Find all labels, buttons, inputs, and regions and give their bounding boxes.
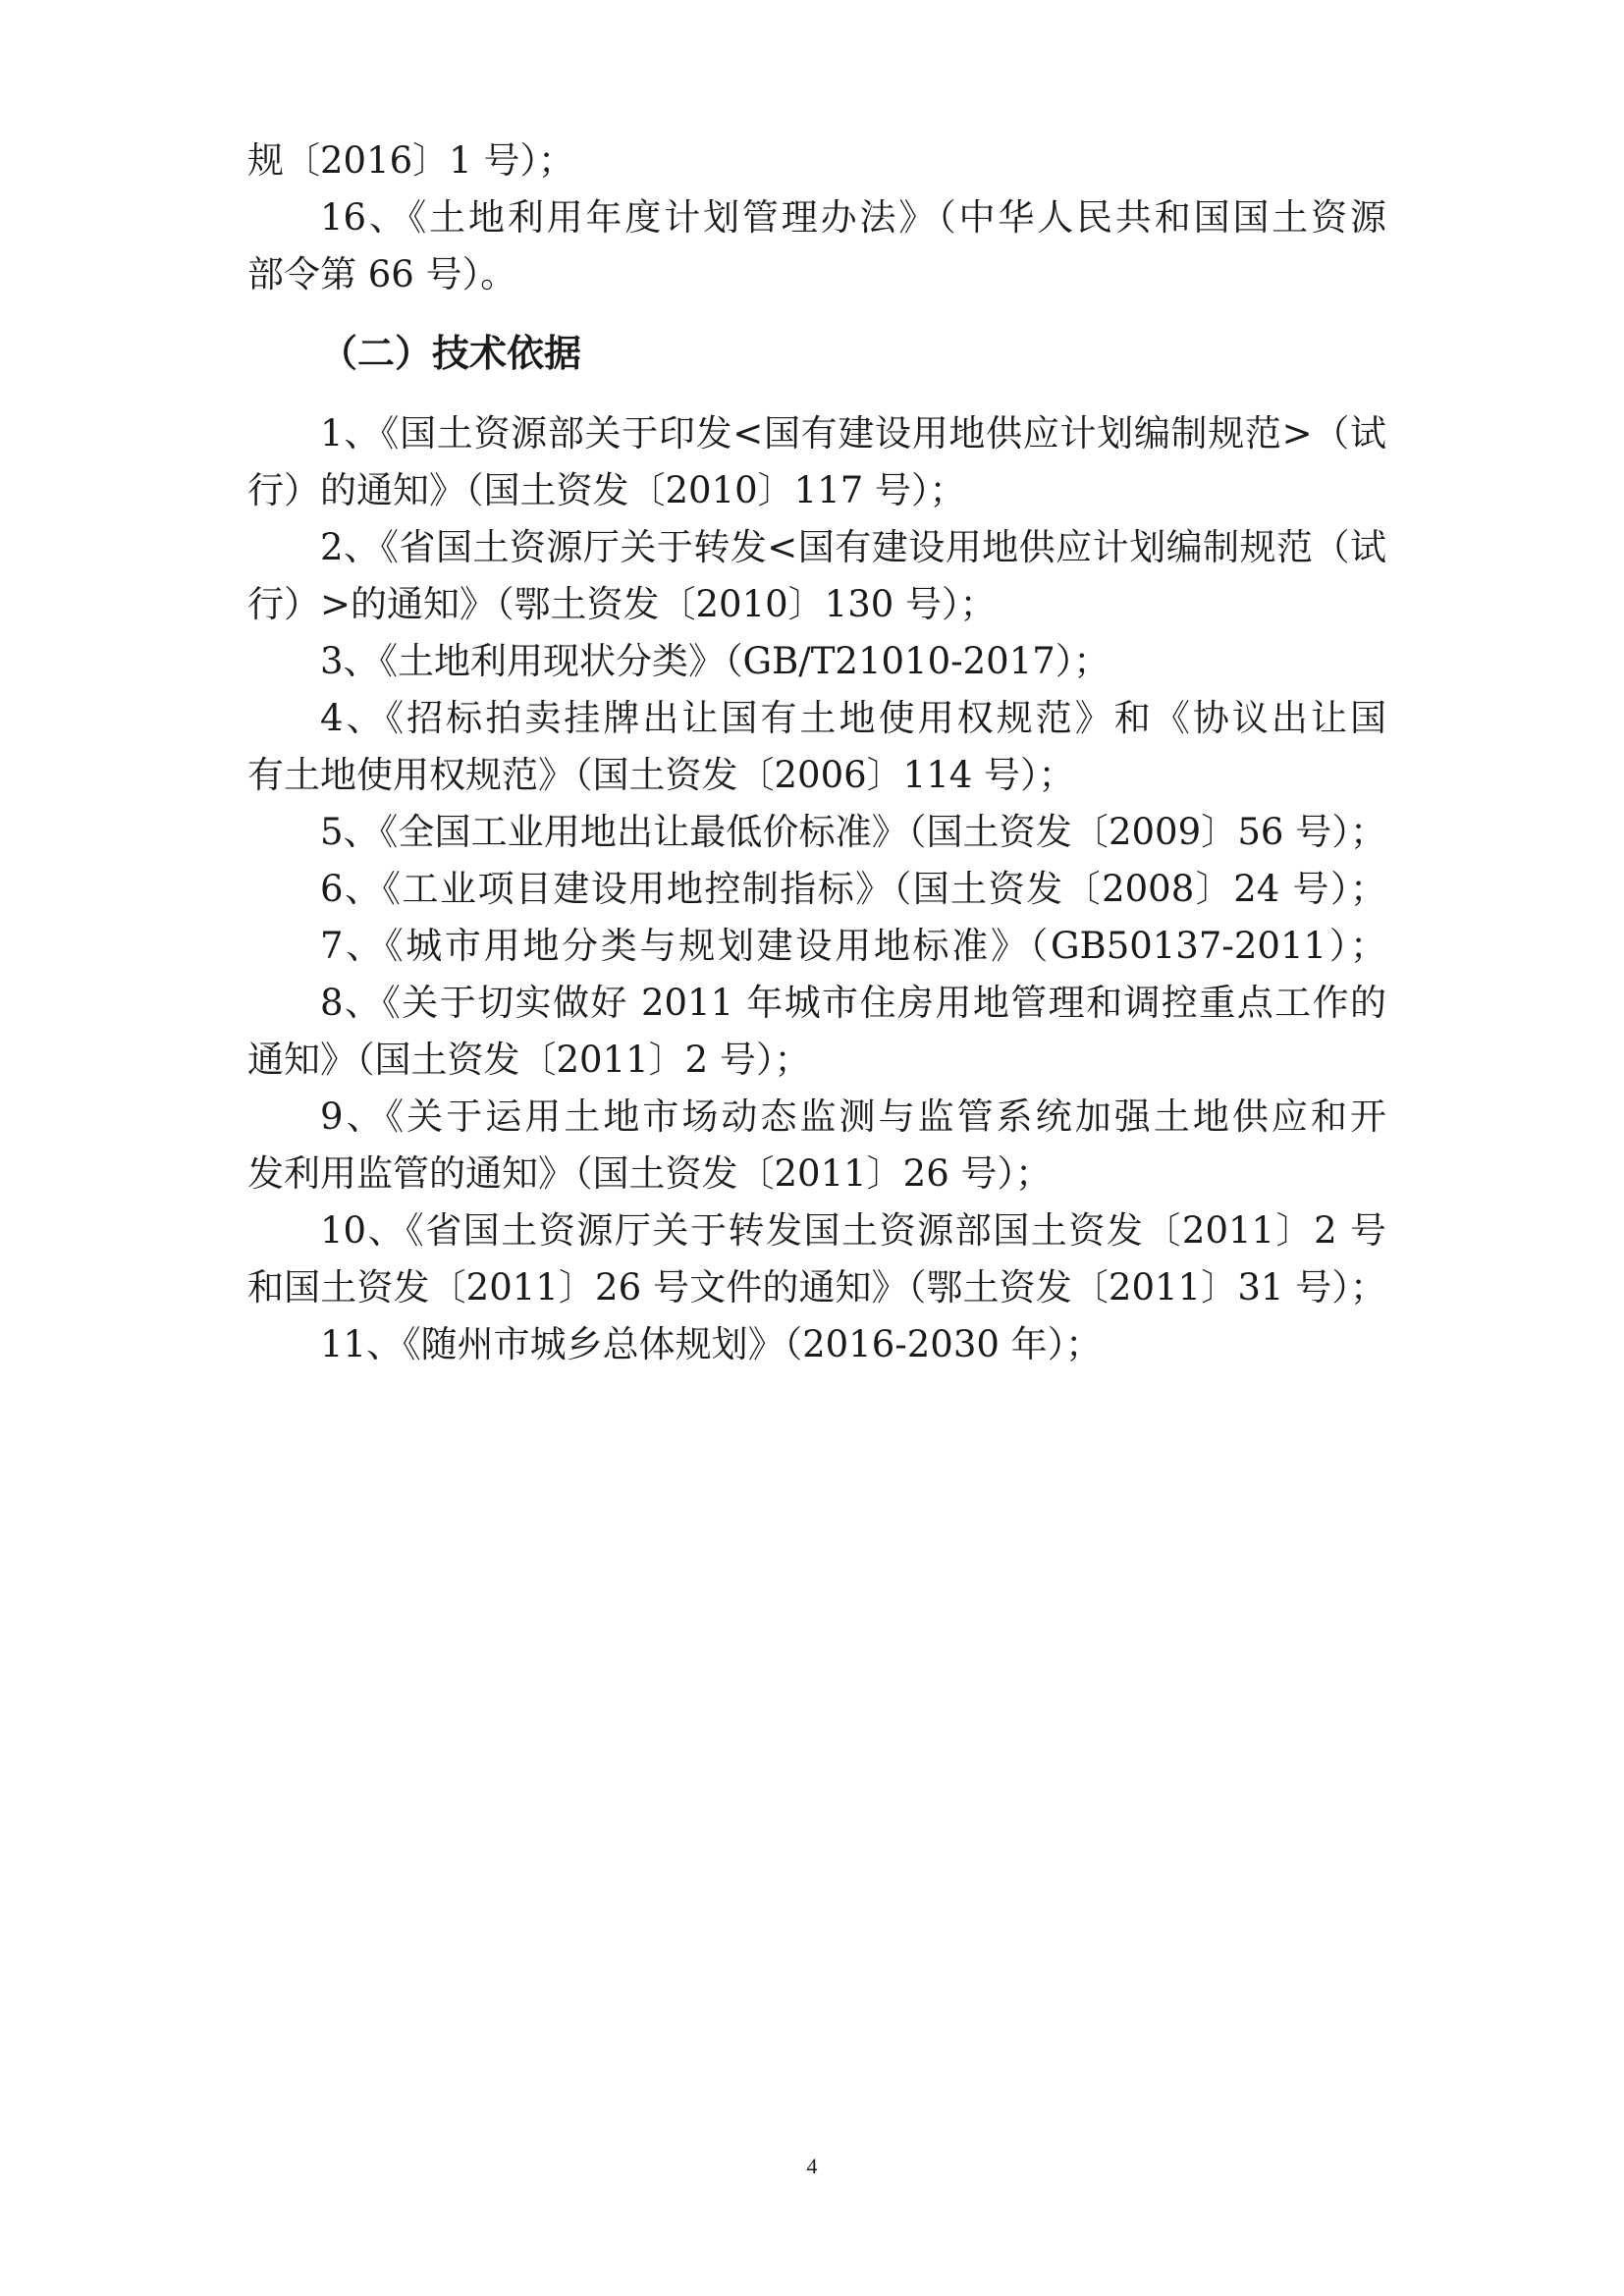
text-line: 发利用监管的通知》（国土资发〔2011〕26 号）； — [247, 1152, 1053, 1195]
text-line: 9、《关于运用土地市场动态监测与监管系统加强土地供应和开 — [320, 1095, 1386, 1138]
text-line: 2、《省国土资源厅关于转发<国有建设用地供应计划编制规范（试 — [320, 526, 1386, 568]
text-line: 规〔2016〕1 号）； — [247, 139, 574, 182]
text-line: 部令第 66 号）。 — [247, 253, 517, 295]
text-line: 5、《全国工业用地出让最低价标准》（国土资发〔2009〕56 号）； — [320, 811, 1386, 853]
text-line: 7、《城市用地分类与规划建设用地标准》（GB50137-2011）； — [320, 925, 1386, 967]
text-line: 16、《土地利用年度计划管理办法》（中华人民共和国国土资源 — [320, 196, 1386, 239]
text-line: 6、《工业项目建设用地控制指标》（国土资发〔2008〕24 号）； — [320, 868, 1386, 910]
text-line: 和国土资发〔2011〕26 号文件的通知》（鄂土资发〔2011〕31 号）； — [247, 1266, 1386, 1308]
text-line: 11、《随州市城乡总体规划》（2016-2030 年）； — [320, 1323, 1103, 1365]
text-line: 4、《招标拍卖挂牌出让国有土地使用权规范》和《协议出让国 — [320, 697, 1386, 739]
text-line: 1、《国土资源部关于印发<国有建设用地供应计划编制规范>（试 — [320, 412, 1386, 454]
section-heading: （二）技术依据 — [320, 332, 582, 375]
text-line: 行）的通知》（国土资发〔2010〕117 号）； — [247, 469, 966, 511]
page-number: 4 — [806, 2154, 818, 2178]
text-line: 行）>的通知》（鄂土资发〔2010〕130 号）； — [247, 583, 997, 625]
text-line: 3、《土地利用现状分类》（GB/T21010-2017）； — [320, 640, 1110, 682]
text-line: 10、《省国土资源厅关于转发国土资源部国土资发〔2011〕2 号 — [320, 1209, 1386, 1252]
text-line: 8、《关于切实做好 2011 年城市住房用地管理和调控重点工作的 — [320, 982, 1386, 1024]
text-line: 通知》（国土资发〔2011〕2 号）； — [247, 1039, 811, 1081]
text-line: 有土地使用权规范》（国土资发〔2006〕114 号）； — [247, 754, 1075, 796]
